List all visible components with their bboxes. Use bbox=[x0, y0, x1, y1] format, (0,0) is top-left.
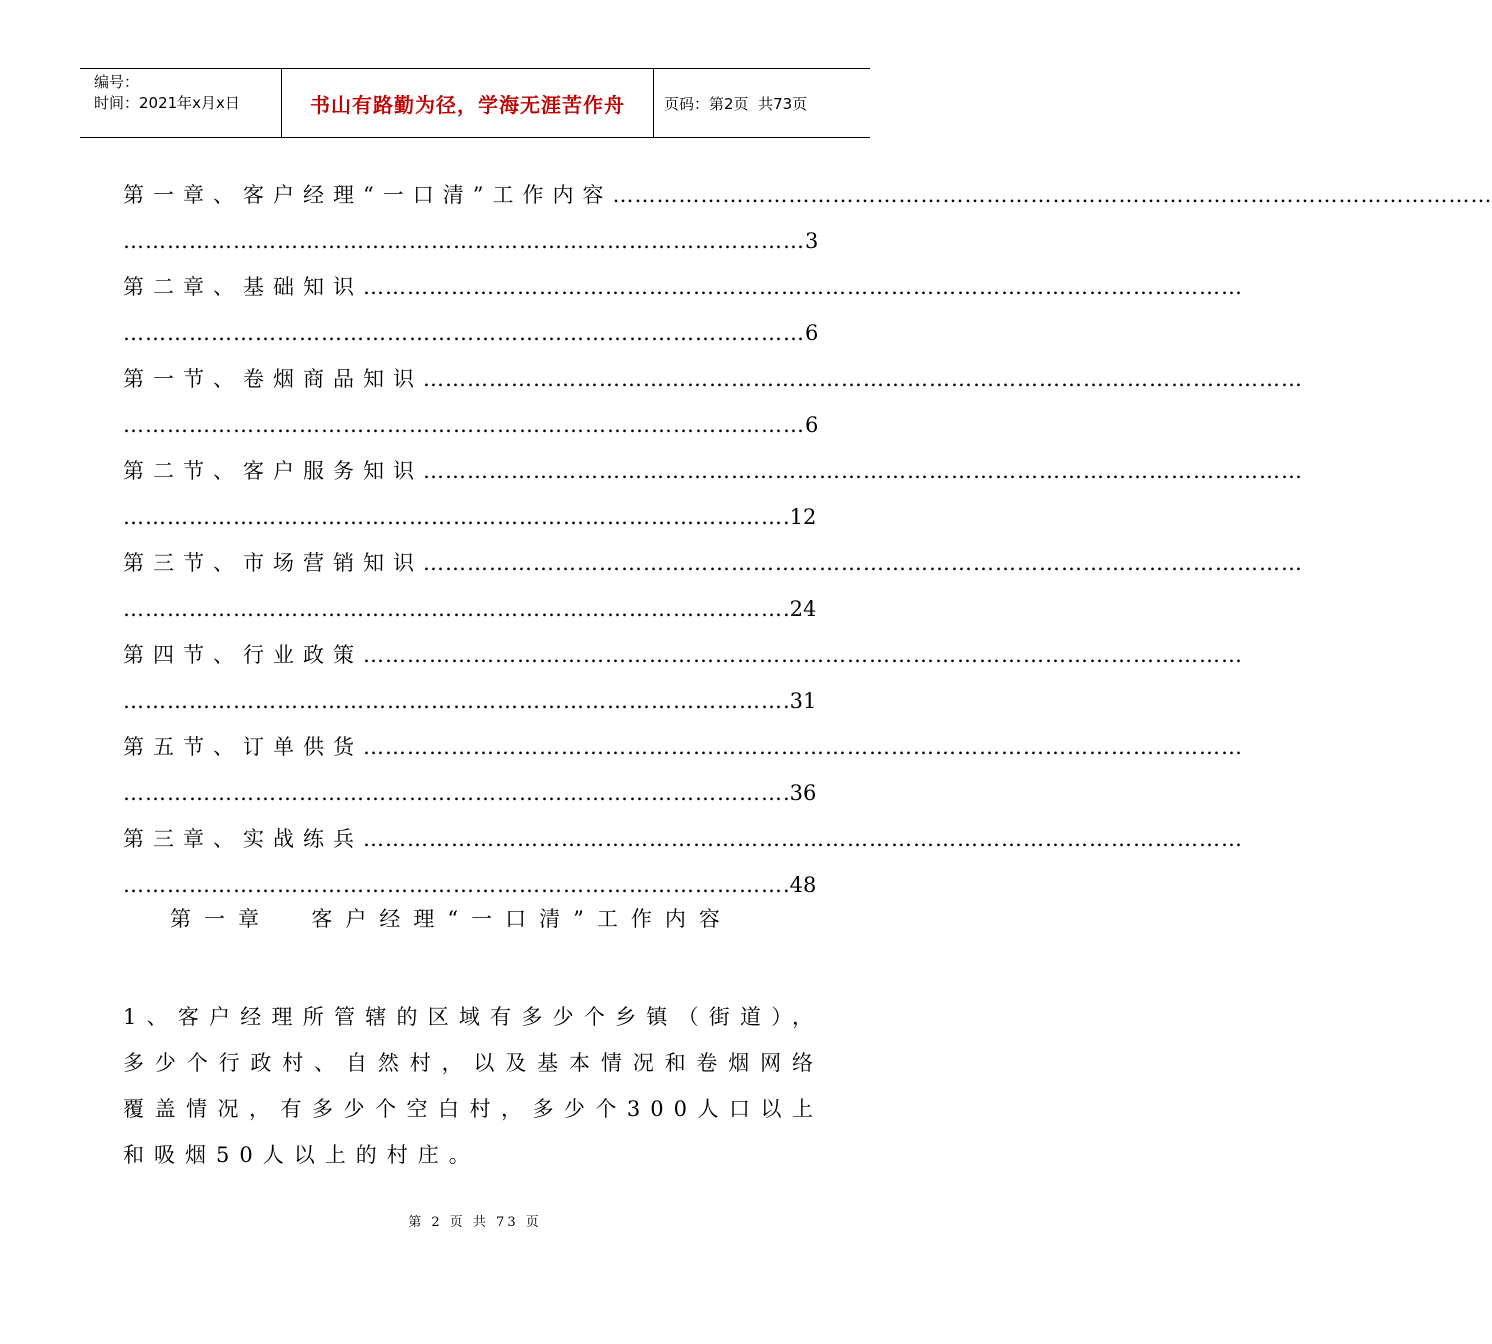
toc-entry-page: .24 bbox=[783, 597, 817, 621]
body-paragraph: 1、客户经理所管辖的区域有多少个乡镇（街道），多少个行政村、自然村，以及基本情况和卷烟网络覆盖情况，有多少个空白村，多少个300人口以上和吸烟50人以上的村庄。 bbox=[123, 1005, 823, 1167]
chapter-heading: 第一章 客户经理“一口清”工作内容 bbox=[170, 907, 733, 931]
header-page-info: 页码：第2页 共73页 bbox=[664, 94, 808, 113]
page-footer: 第 2 页 共 73 页 bbox=[408, 1215, 542, 1230]
toc-entry-page: .31 bbox=[783, 689, 817, 713]
toc-leader: ………………………………………………………………………………………………………… bbox=[423, 367, 1303, 391]
toc-leader: ………………………………………………………………………………… bbox=[123, 229, 805, 253]
toc-entry-page: .36 bbox=[783, 781, 817, 805]
page-header bbox=[80, 68, 870, 138]
document-date: 时间：2021年x月x日 bbox=[94, 94, 240, 112]
toc-leader: ………………………………………………………………………………………………………… bbox=[423, 459, 1303, 483]
toc-leader: ………………………………………………………………………………………………………… bbox=[363, 827, 1243, 851]
toc-entry[interactable] bbox=[123, 540, 1303, 632]
toc-leader: ……………………………………………………………………………… bbox=[123, 689, 783, 713]
toc-entry-page: 3 bbox=[805, 229, 819, 253]
toc-leader: ……………………………………………………………………………… bbox=[123, 597, 783, 621]
toc-entry-page: 6 bbox=[805, 413, 819, 437]
toc-entry[interactable] bbox=[123, 448, 1303, 540]
toc-leader: ………………………………………………………………………………………………………… bbox=[363, 643, 1243, 667]
toc-entry[interactable] bbox=[123, 816, 1243, 908]
toc-entry-title: 第二章、基础知识 bbox=[123, 275, 363, 299]
header-motto: 书山有路勤为径，学海无涯苦作舟 bbox=[282, 69, 654, 137]
toc-entry[interactable] bbox=[123, 172, 1492, 264]
toc-leader: ………………………………………………………………………………………………………… bbox=[612, 183, 1492, 207]
toc-leader: ………………………………………………………………………………………………………… bbox=[363, 275, 1243, 299]
document-number-label: 编号： bbox=[94, 73, 140, 91]
toc-leader: ………………………………………………………………………………… bbox=[123, 321, 805, 345]
toc-entry-title: 第四节、行业政策 bbox=[123, 643, 363, 667]
toc-leader: ………………………………………………………………………………… bbox=[123, 413, 805, 437]
toc-leader: ……………………………………………………………………………… bbox=[123, 505, 783, 529]
toc-entry[interactable] bbox=[123, 264, 1243, 356]
toc-entry-title: 第三章、实战练兵 bbox=[123, 827, 363, 851]
header-meta bbox=[80, 69, 282, 137]
toc-entry-page: 6 bbox=[805, 321, 819, 345]
table-of-contents bbox=[123, 172, 1492, 908]
toc-entry-title: 第五节、订单供货 bbox=[123, 735, 363, 759]
toc-entry-title: 第三节、市场营销知识 bbox=[123, 551, 423, 575]
toc-leader: ………………………………………………………………………………………………………… bbox=[423, 551, 1303, 575]
toc-entry-page: .12 bbox=[783, 505, 817, 529]
toc-leader: ……………………………………………………………………………… bbox=[123, 781, 783, 805]
toc-entry[interactable] bbox=[123, 356, 1303, 448]
toc-entry[interactable] bbox=[123, 632, 1243, 724]
toc-leader: ………………………………………………………………………………………………………… bbox=[363, 735, 1243, 759]
toc-entry[interactable] bbox=[123, 724, 1243, 816]
toc-entry-title: 第一节、卷烟商品知识 bbox=[123, 367, 423, 391]
toc-entry-title: 第一章、客户经理“一口清”工作内容 bbox=[123, 183, 613, 207]
toc-entry-page: .48 bbox=[783, 873, 817, 897]
toc-entry-title: 第二节、客户服务知识 bbox=[123, 459, 423, 483]
toc-leader: ……………………………………………………………………………… bbox=[123, 873, 783, 897]
